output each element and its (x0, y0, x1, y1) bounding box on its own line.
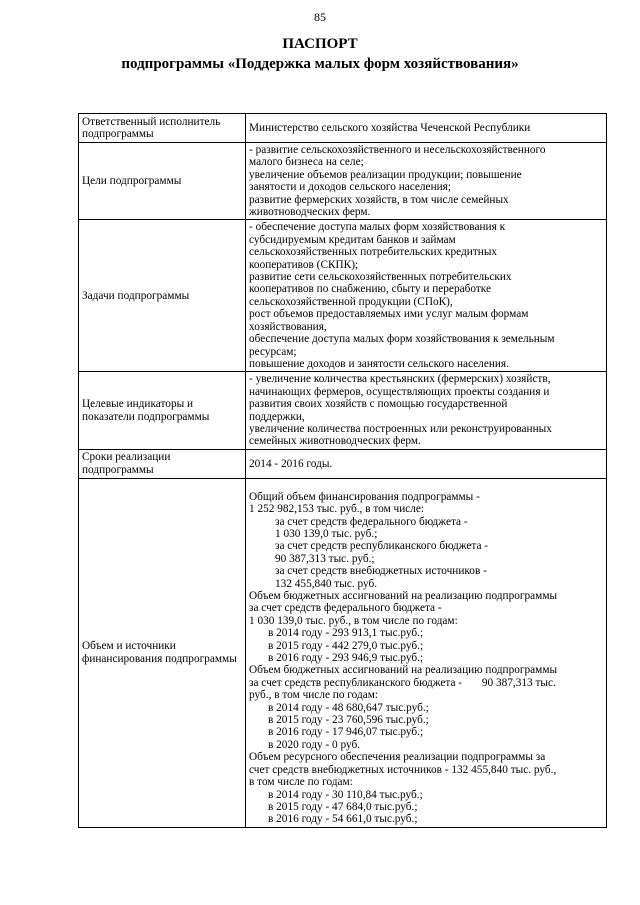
tasks-line: развитие сети сельскохозяйственных потребительских (249, 271, 512, 284)
row-executor (79, 114, 607, 143)
funding-line: за счет средств республиканского бюджета - 90 387,313 тыс. (249, 676, 556, 689)
funding-line: в 2015 году - 47 684,0 тыс.руб.; (268, 800, 418, 813)
indicators-line: поддержки, (249, 410, 305, 423)
row-goals (79, 143, 607, 220)
executor-value: Министерство сельского хозяйства Чеченской Республики (246, 114, 607, 143)
terms-label: Сроки реализации подпрограммы (79, 449, 246, 478)
funding-line: Объем ресурсного обеспечения реализации подпрограммы за (249, 751, 546, 764)
row-indicators (79, 372, 607, 449)
tasks-line: хозяйствования, (249, 320, 327, 333)
goals-label: Цели подпрограммы (79, 143, 246, 220)
indicators-line: развития своих хозяйств с помощью государственной (249, 398, 508, 411)
tasks-line: субсидируемым кредитам банков и займам (249, 233, 456, 246)
funding-line: в 2014 году - 293 913,1 тыс.руб.; (268, 627, 424, 640)
page-number: 85 (314, 10, 326, 24)
funding-line: за счет средств федерального бюджета - (249, 602, 442, 615)
tasks-line: сельскохозяйственных потребительских кредитных (249, 246, 498, 259)
funding-value (246, 478, 607, 827)
funding-line: в 2016 году - 54 661,0 тыс.руб.; (268, 813, 418, 826)
row-funding (79, 478, 607, 827)
goals-line: - развитие сельскохозяйственного и несельскохозяйственного (249, 144, 546, 156)
row-tasks (79, 220, 607, 372)
funding-line: в 2020 году - 0 руб. (268, 738, 361, 751)
indicators-line: начинающих фермеров, осуществляющих проекты создания и (249, 385, 550, 398)
funding-line: 1 252 982,153 тыс. руб., в том числе: (249, 503, 425, 516)
funding-line: в 2016 году - 293 946,9 тыс.руб.; (268, 652, 424, 665)
terms-value: 2014 - 2016 годы. (246, 449, 607, 478)
funding-line: 90 387,313 тыс. руб.; (275, 552, 375, 565)
funding-line: в 2016 году - 17 946,07 тыс.руб.; (268, 726, 424, 739)
tasks-line: кооперативов (СКПК); (249, 258, 359, 271)
row-terms (79, 449, 607, 478)
tasks-line: сельскохозяйственной продукции (СПоК), (249, 295, 453, 308)
title-line-1: ПАСПОРТ (282, 36, 358, 52)
goals-line: развитие фермерских хозяйств, в том числе семейных (249, 193, 509, 206)
indicators-line: увеличение количества построенных или реконструированных (249, 422, 552, 435)
tasks-line: - обеспечение доступа малых форм хозяйствования к (249, 221, 506, 234)
goals-line: занятости и доходов сельского населения; (249, 181, 451, 194)
funding-line: в 2014 году - 48 680,647 тыс.руб.; (268, 701, 429, 714)
tasks-value (246, 220, 607, 372)
indicators-label: Целевые индикаторы и показатели подпрограммы (79, 372, 246, 449)
goals-value (246, 143, 607, 220)
tasks-line: рост объемов предоставляемых ими услуг малым формам (249, 308, 529, 321)
funding-line: 1 030 139,0 тыс. руб.; (275, 527, 378, 540)
goals-line: малого бизнеса на селе; (249, 156, 364, 169)
goals-line: животноводческих ферм. (249, 206, 371, 219)
funding-line: в 2015 году - 442 279,0 тыс.руб.; (268, 639, 424, 652)
funding-line: Объем бюджетных ассигнований на реализацию подпрограммы (249, 664, 558, 677)
funding-line: в том числе по годам: (249, 776, 353, 789)
executor-label: Ответственный исполнитель подпрограммы (79, 114, 246, 143)
indicators-line: семейных животноводческих ферм. (249, 435, 421, 448)
funding-line: в 2014 году - 30 110,84 тыс.руб.; (268, 788, 423, 801)
funding-line: руб., в том числе по годам: (249, 689, 379, 702)
tasks-line: ресурсам; (249, 345, 297, 358)
funding-line: 132 455,840 тыс. руб. (275, 577, 378, 590)
funding-line: за счет средств внебюджетных источников - (275, 565, 487, 578)
tasks-label: Задачи подпрограммы (79, 220, 246, 372)
passport-table (78, 113, 607, 828)
funding-line: за счет средств федерального бюджета - (275, 515, 468, 528)
indicators-value (246, 372, 607, 449)
funding-line: Общий объем финансирования подпрограммы - (249, 490, 480, 503)
tasks-line: кооперативов по снабжению, сбыту и переработке (249, 283, 492, 296)
tasks-line: обеспечение доступа малых форм хозяйствования к земельным (249, 333, 555, 346)
funding-line: счет средств внебюджетных источников - 132 455,840 тыс. руб., (249, 763, 557, 776)
indicators-line: - увеличение количества крестьянских (фермерских) хозяйств, (249, 373, 551, 386)
funding-line: Объем бюджетных ассигнований на реализацию подпрограммы (249, 590, 558, 602)
funding-line: за счет средств республиканского бюджета - (275, 540, 489, 553)
title-line-2: подпрограммы «Поддержка малых форм хозяйствования» (121, 56, 519, 72)
page-title (0, 34, 640, 74)
funding-line: 1 030 139,0 тыс. руб., в том числе по годам: (249, 614, 458, 627)
funding-line: в 2015 году - 23 760,596 тыс.руб.; (268, 714, 429, 727)
goals-line: увеличение объемов реализации продукции; повышение (249, 168, 522, 181)
funding-label: Объем и источники финансирования подпрограммы (79, 478, 246, 827)
tasks-line: повышение доходов и занятости сельского населения. (249, 357, 509, 370)
